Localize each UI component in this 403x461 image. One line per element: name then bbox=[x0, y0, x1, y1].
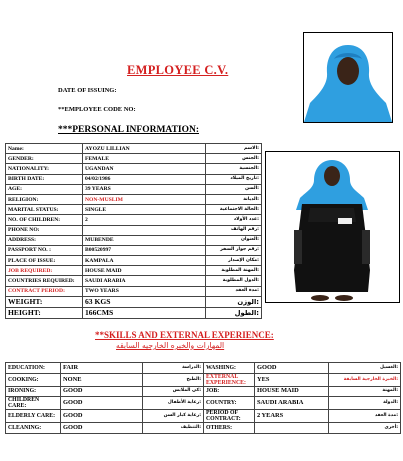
personal-field-value: B00520997 bbox=[83, 245, 206, 255]
skill-label-arabic: رعاية كبار السن: bbox=[143, 410, 204, 423]
personal-row bbox=[6, 286, 262, 296]
skills-row bbox=[6, 386, 401, 397]
personal-field-label-arabic: الجنس: bbox=[206, 154, 262, 164]
personal-field-label-arabic: رقم جواز السفر: bbox=[206, 245, 262, 255]
personal-field-value: 63 KGS bbox=[83, 296, 206, 307]
personal-field-value: 39 YEARS bbox=[83, 184, 206, 194]
skill-value: HOUSE MAID bbox=[255, 386, 329, 397]
personal-row bbox=[6, 296, 262, 307]
skill-value: 2 YEARS bbox=[255, 410, 329, 423]
personal-field-label: CONTRACT PERIOD: bbox=[6, 286, 83, 296]
personal-field-label: MARITAL STATUS: bbox=[6, 205, 83, 215]
personal-field-label: BIRTH DATE: bbox=[6, 174, 83, 184]
personal-field-label: WEIGHT: bbox=[6, 296, 83, 307]
personal-field-value: AYOZU LILLIAN bbox=[83, 144, 206, 154]
skills-table bbox=[5, 362, 401, 434]
skill-label-arabic: رعاية الأطفال: bbox=[143, 397, 204, 410]
skills-row bbox=[6, 397, 401, 410]
personal-field-label-arabic: المهنة المطلوبة: bbox=[206, 266, 262, 276]
personal-row bbox=[6, 256, 262, 266]
personal-row bbox=[6, 194, 262, 204]
skill-label-arabic: مدة العقد: bbox=[329, 410, 401, 423]
skill-label: PERIOD OF CONTRACT: bbox=[204, 410, 255, 423]
personal-field-label: PASSPORT NO. : bbox=[6, 245, 83, 255]
personal-row bbox=[6, 205, 262, 215]
personal-field-label: JOB REQUIRED: bbox=[6, 266, 83, 276]
personal-field-value: HOUSE MAID bbox=[83, 266, 206, 276]
personal-field-label-arabic: العنوان: bbox=[206, 235, 262, 245]
skill-label-arabic: التنظيف: bbox=[143, 423, 204, 434]
personal-row bbox=[6, 266, 262, 276]
personal-row bbox=[6, 154, 262, 164]
skill-value: SAUDI ARABIA bbox=[255, 397, 329, 410]
personal-field-value: FEMALE bbox=[83, 154, 206, 164]
personal-field-value: MUBENDE bbox=[83, 235, 206, 245]
personal-field-label-arabic: السن: bbox=[206, 184, 262, 194]
skills-row bbox=[6, 423, 401, 434]
personal-row bbox=[6, 235, 262, 245]
personal-field-label-arabic: الحالة الاجتماعية: bbox=[206, 205, 262, 215]
personal-field-label: RELIGION: bbox=[6, 194, 83, 204]
skill-value: GOOD bbox=[61, 397, 143, 410]
personal-row bbox=[6, 225, 262, 235]
skill-label-arabic: الغسيل: bbox=[329, 363, 401, 374]
personal-row bbox=[6, 215, 262, 225]
personal-field-value: 04/02/1986 bbox=[83, 174, 206, 184]
skill-value: GOOD bbox=[61, 410, 143, 423]
personal-field-label: GENDER: bbox=[6, 154, 83, 164]
personal-field-label-arabic: الاسم: bbox=[206, 144, 262, 154]
skill-label: ELDERLY CARE: bbox=[6, 410, 61, 423]
personal-field-label: NATIONALITY: bbox=[6, 164, 83, 174]
skill-label-arabic: الدولة: bbox=[329, 397, 401, 410]
personal-field-label: AGE: bbox=[6, 184, 83, 194]
skill-value: YES bbox=[255, 373, 329, 386]
personal-field-label-arabic: الوزن: bbox=[206, 296, 262, 307]
personal-field-value: 166CMS bbox=[83, 307, 206, 318]
personal-row bbox=[6, 144, 262, 154]
skills-heading-arabic: المهارات والخبره الخارجيه السابقه bbox=[116, 341, 225, 350]
personal-field-label-arabic: تاريخ الميلاد: bbox=[206, 174, 262, 184]
personal-row bbox=[6, 307, 262, 318]
skill-label: WASHING: bbox=[204, 363, 255, 374]
skills-row bbox=[6, 410, 401, 423]
skill-label: EXTERNAL EXPERIENCE: bbox=[204, 373, 255, 386]
personal-field-label: HEIGHT: bbox=[6, 307, 83, 318]
portrait-photo bbox=[303, 32, 393, 123]
personal-field-value: SINGLE bbox=[83, 205, 206, 215]
full-body-photo bbox=[265, 151, 400, 303]
personal-row bbox=[6, 245, 262, 255]
skill-label-arabic: أخرى: bbox=[329, 423, 401, 434]
personal-row bbox=[6, 174, 262, 184]
personal-field-label-arabic: مدة العقد: bbox=[206, 286, 262, 296]
personal-field-value bbox=[83, 225, 206, 235]
skill-label: EDUCATION: bbox=[6, 363, 61, 374]
personal-field-value: NON-MUSLIM bbox=[83, 194, 206, 204]
personal-row bbox=[6, 164, 262, 174]
personal-field-value: KAMPALA bbox=[83, 256, 206, 266]
skill-label-arabic: الدراسة: bbox=[143, 363, 204, 374]
personal-field-label-arabic: الجنسية: bbox=[206, 164, 262, 174]
skill-label: COUNTRY: bbox=[204, 397, 255, 410]
personal-field-label-arabic: الطول: bbox=[206, 307, 262, 318]
personal-info-table bbox=[5, 143, 262, 319]
personal-field-label-arabic: رقم الهاتف: bbox=[206, 225, 262, 235]
skill-label: JOB: bbox=[204, 386, 255, 397]
skill-label: OTHERS: bbox=[204, 423, 255, 434]
personal-field-label: ADDRESS: bbox=[6, 235, 83, 245]
personal-row bbox=[6, 184, 262, 194]
personal-field-label: Name: bbox=[6, 144, 83, 154]
skill-label-arabic: الخبرة الخارجية السابقة: bbox=[329, 373, 401, 386]
skill-label: CLEANING: bbox=[6, 423, 61, 434]
personal-field-value: TWO YEARS bbox=[83, 286, 206, 296]
personal-field-value: 2 bbox=[83, 215, 206, 225]
skill-value: FAIR bbox=[61, 363, 143, 374]
personal-field-label: PLACE OF ISSUE: bbox=[6, 256, 83, 266]
personal-field-value: UGANDAN bbox=[83, 164, 206, 174]
skills-row bbox=[6, 363, 401, 374]
personal-field-label-arabic: الديانة: bbox=[206, 194, 262, 204]
skill-label-arabic: المهنة: bbox=[329, 386, 401, 397]
skill-label-arabic: الطبخ: bbox=[143, 373, 204, 386]
skill-label: CHILDREN CARE: bbox=[6, 397, 61, 410]
personal-field-label-arabic: الدول المطلوبة: bbox=[206, 276, 262, 286]
personal-field-label: PHONE NO: bbox=[6, 225, 83, 235]
skill-label-arabic: كي الملابس: bbox=[143, 386, 204, 397]
skill-value bbox=[255, 423, 329, 434]
personal-field-value: SAUDI ARABIA bbox=[83, 276, 206, 286]
personal-info-heading: ***PERSONAL INFORMATION: bbox=[58, 125, 200, 135]
skill-label: IRONING: bbox=[6, 386, 61, 397]
employee-code-label: **EMPLOYEE CODE NO: bbox=[58, 106, 136, 113]
skills-heading: **SKILLS AND EXTERNAL EXPERIENCE: bbox=[95, 330, 274, 340]
skills-row bbox=[6, 373, 401, 386]
skill-value: NONE bbox=[61, 373, 143, 386]
personal-field-label: COUNTRIES REQUIRED: bbox=[6, 276, 83, 286]
personal-field-label-arabic: عدد الأولاد: bbox=[206, 215, 262, 225]
skill-value: GOOD bbox=[255, 363, 329, 374]
cv-title: EMPLOYEE C.V. bbox=[127, 63, 229, 77]
skill-value: GOOD bbox=[61, 386, 143, 397]
personal-row bbox=[6, 276, 262, 286]
personal-field-label: NO. OF CHILDREN: bbox=[6, 215, 83, 225]
skill-value: GOOD bbox=[61, 423, 143, 434]
skill-label: COOKING: bbox=[6, 373, 61, 386]
date-of-issuing-label: DATE OF ISSUING: bbox=[58, 87, 117, 94]
personal-field-label-arabic: مكان الإصدار: bbox=[206, 256, 262, 266]
